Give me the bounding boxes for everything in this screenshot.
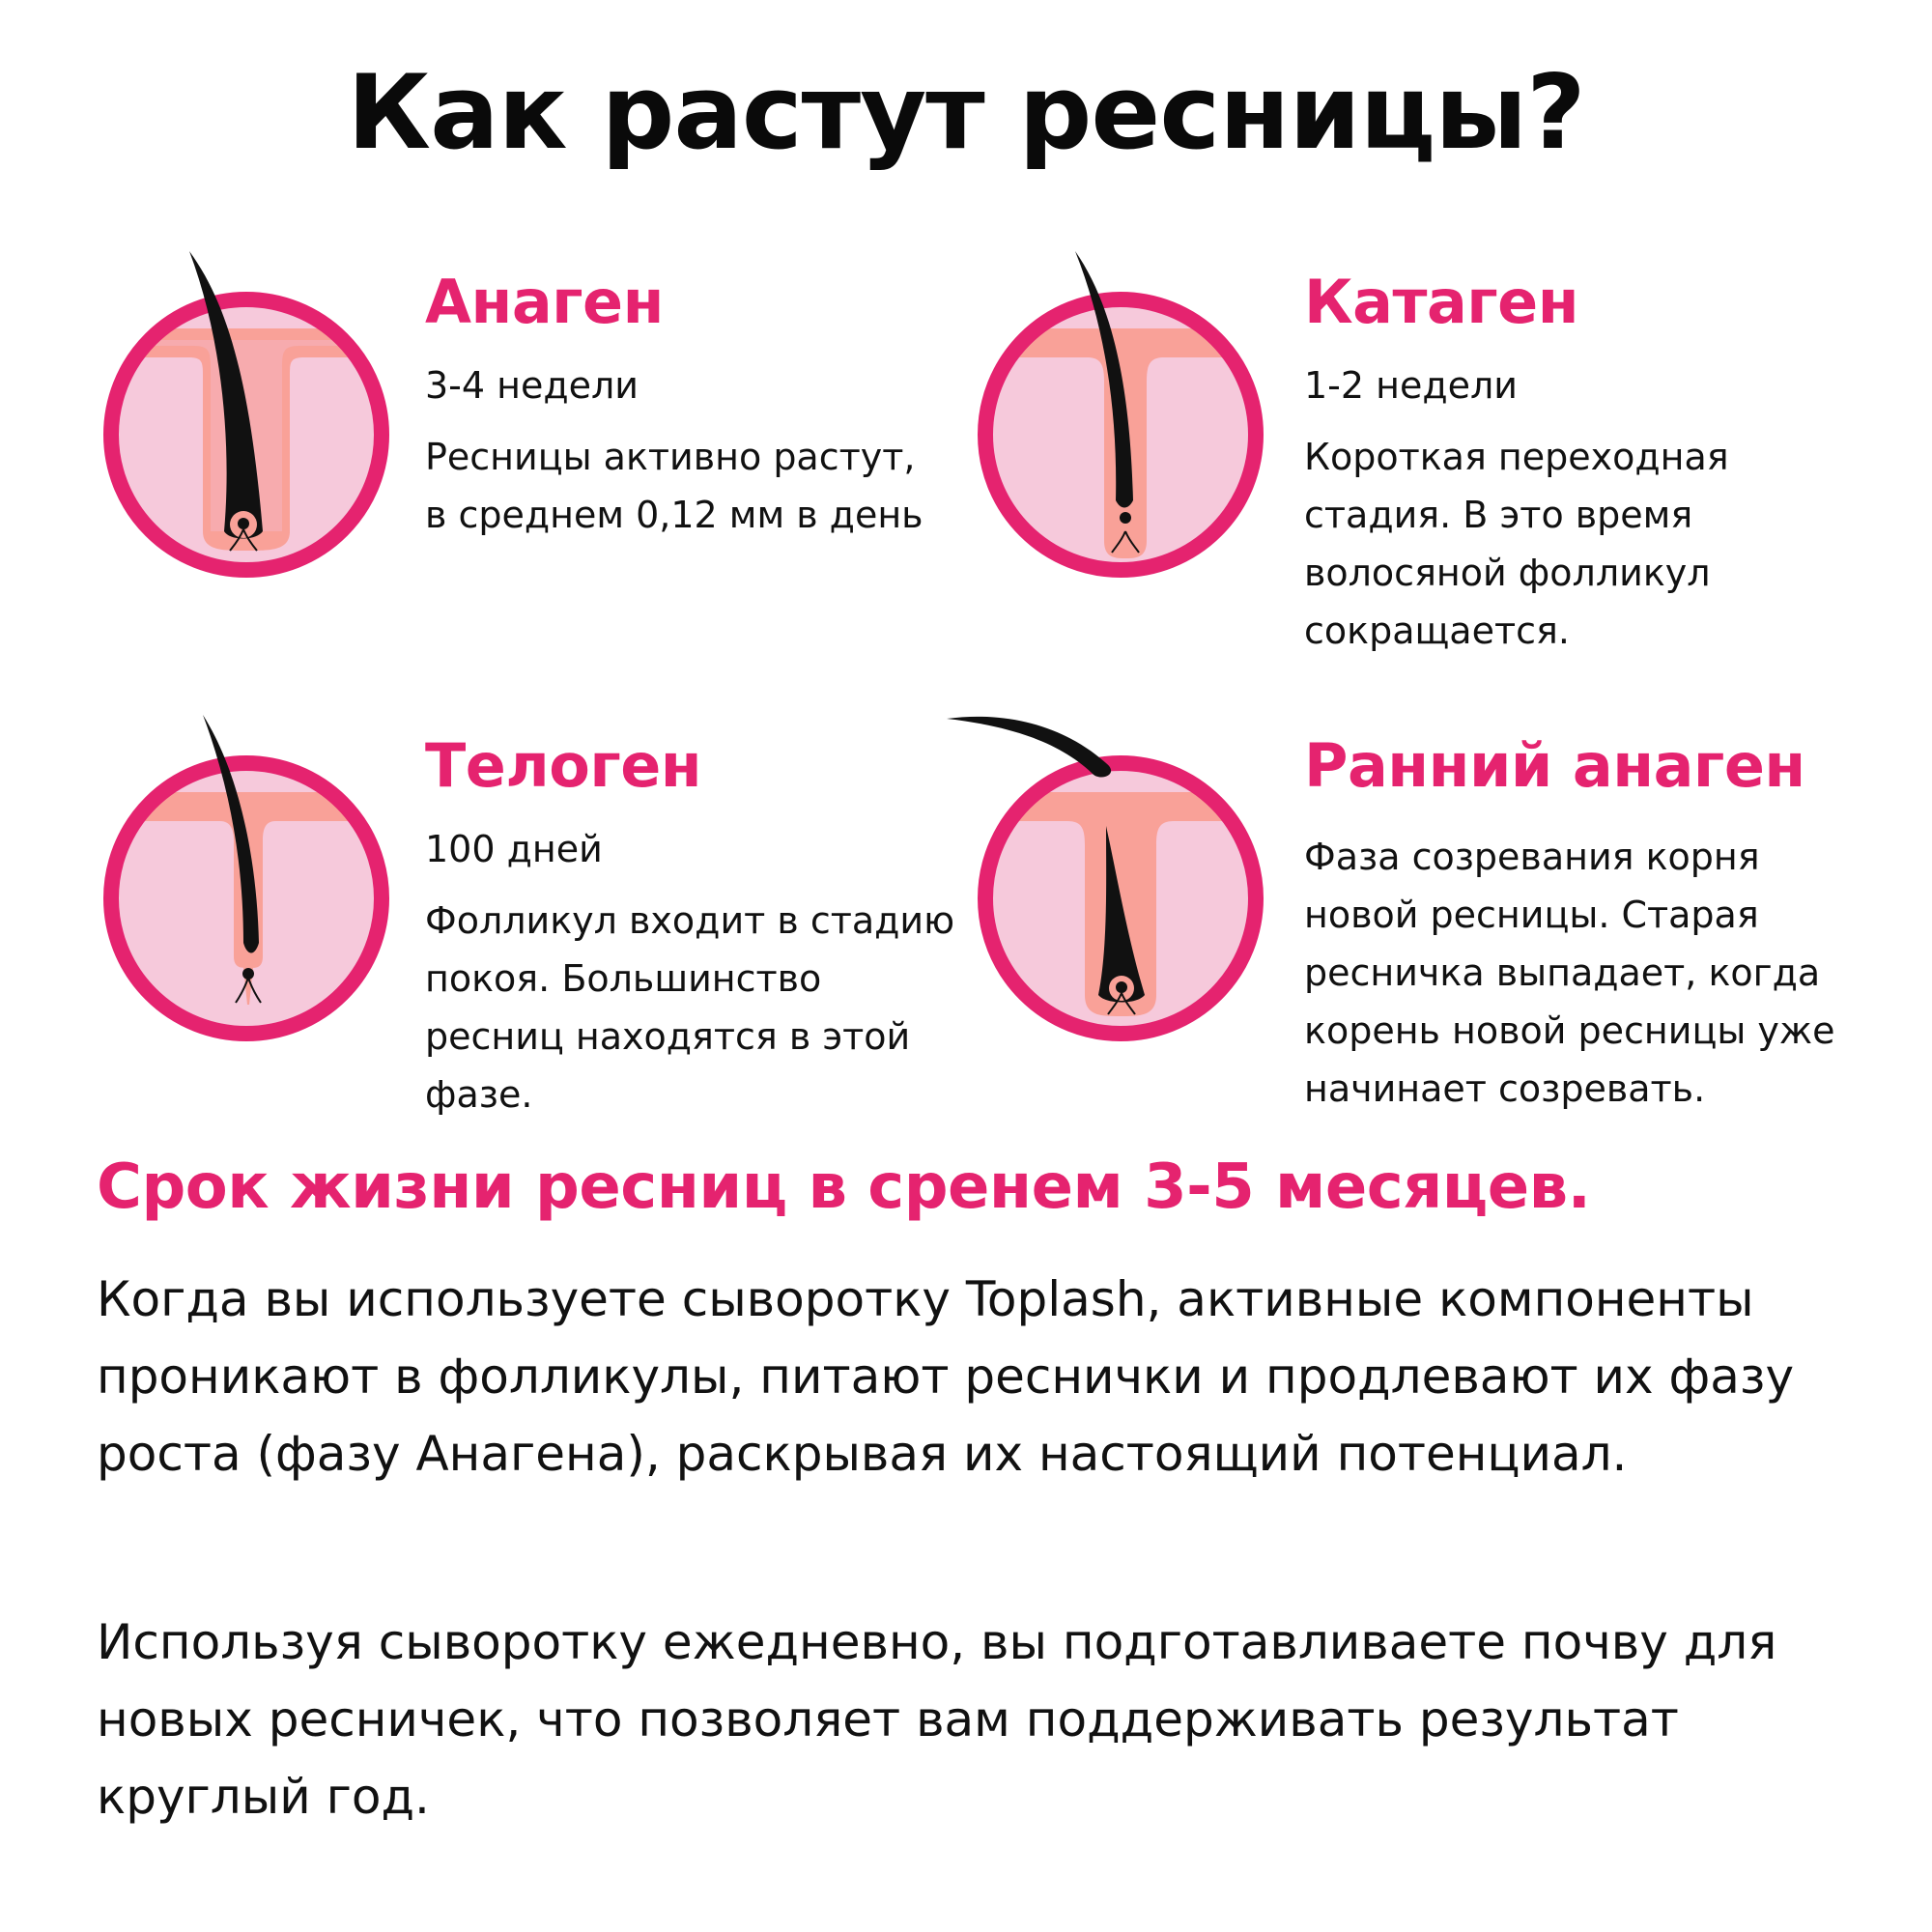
shed-lash-icon — [947, 705, 1140, 792]
telogen-follicle-icon — [97, 715, 406, 1063]
phase-description: Фаза созревания корня новой ресницы. Старая ресничка выпадает, когда корень новой ресницы уже начинает созревать. — [1304, 836, 1835, 1110]
page-title: Как растут ресницы? — [347, 53, 1585, 172]
phase-description: Короткая переходная стадия. В это время волосяной фолликул сокращается. — [1304, 436, 1729, 652]
phase-title: Телоген — [425, 730, 702, 801]
serum-paragraph-2: Используя сыворотку ежедневно, вы подготавливаете почву для новых ресничек, что позволяет вам поддерживать результат круглый год. — [97, 1614, 1777, 1825]
phase-title: Ранний анаген — [1304, 730, 1805, 801]
phase-description: Ресницы активно растут, в среднем 0,12 мм в день — [425, 436, 923, 536]
anagen-follicle-icon — [97, 251, 406, 599]
phase-title: Катаген — [1304, 267, 1579, 337]
lifespan-heading: Срок жизни ресниц в сренем 3-5 месяцев. — [97, 1151, 1591, 1223]
phase-description: Фолликул входит в стадию покоя. Большинство ресниц находятся в этой фазе. — [425, 899, 955, 1116]
phase-duration: 1-2 недели — [1304, 364, 1519, 407]
catagen-follicle-icon — [971, 251, 1280, 599]
phase-duration: 3-4 недели — [425, 364, 639, 407]
phase-title: Анаген — [425, 267, 664, 337]
serum-paragraph-1: Когда вы используете сыворотку Toplash, активные компоненты проникают в фолликулы, питают реснички и продлевают их фазу роста (фазу Анагена), раскрывая их настоящий потенциал. — [97, 1271, 1795, 1482]
phase-duration: 100 дней — [425, 828, 603, 870]
